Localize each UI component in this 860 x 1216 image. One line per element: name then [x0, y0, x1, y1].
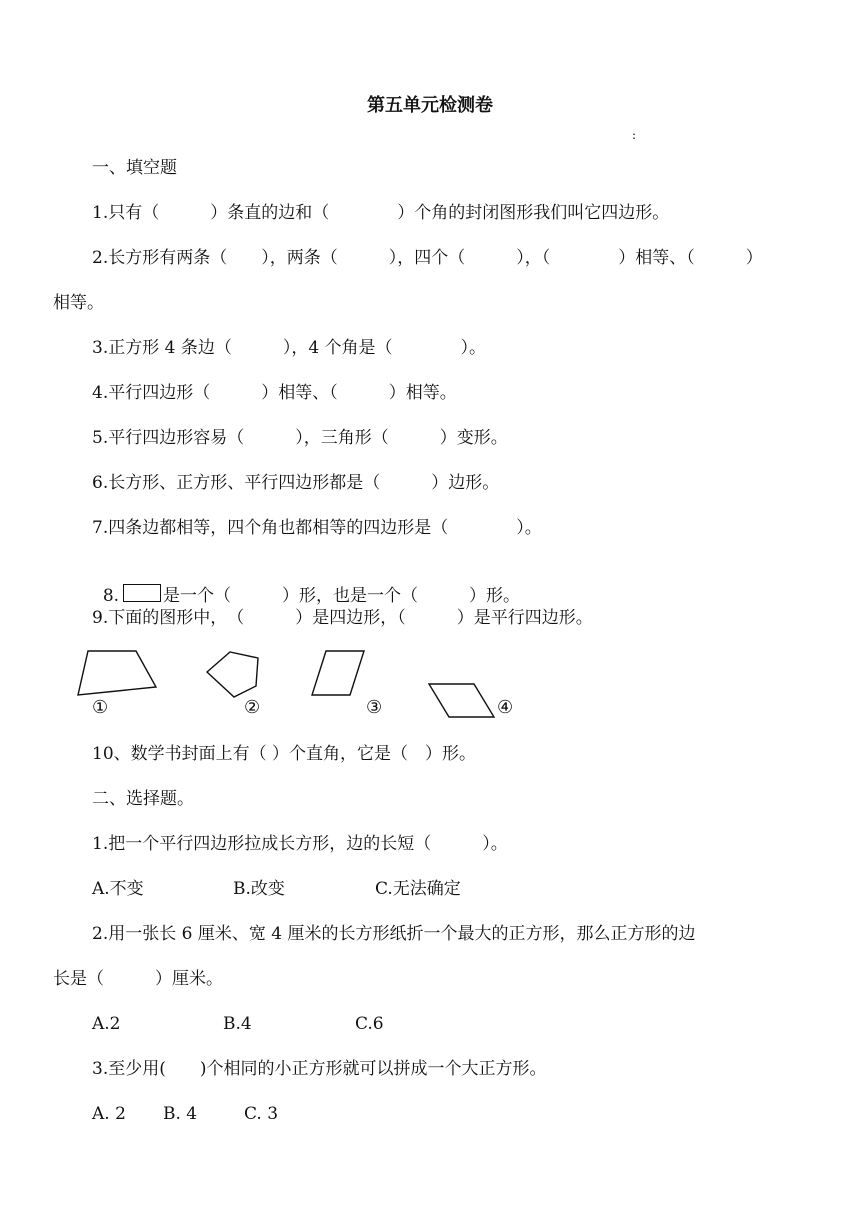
shape-4-parallelogram: [429, 684, 494, 717]
rectangle-figure: [123, 584, 161, 602]
choice-3-option-b: B. 4: [163, 1104, 198, 1124]
page-title: 第五单元检测卷: [367, 95, 493, 116]
shape-2-pentagon: [207, 652, 258, 697]
choice-1-option-a: A.不变: [92, 879, 144, 899]
shape-label-2: ②: [244, 697, 261, 718]
section2-heading: 二、选择题。: [92, 789, 194, 809]
choice-3-option-c: C. 3: [244, 1104, 279, 1124]
choice-3-option-a: A. 2: [92, 1104, 126, 1124]
fill-question-8: [92, 562, 520, 607]
fill-question-3: 3.正方形 4 条边（ ），4 个角是（ ）。: [92, 338, 487, 358]
choice-question-2: 2.用一张长 6 厘米、宽 4 厘米的长方形纸折一个最大的正方形，那么正方形的边: [92, 924, 696, 944]
choice-2-option-b: B.4: [223, 1014, 252, 1034]
fill-question-8-number: 8.: [102, 586, 120, 606]
fill-question-9: 9.下面的图形中， （ ）是四边形，（ ）是平行四边形。: [92, 608, 593, 628]
fill-question-7: 7.四条边都相等，四个角也都相等的四边形是（ ）。: [92, 518, 542, 538]
shapes-figure: [70, 645, 510, 725]
fill-question-4: 4.平行四边形（ ）相等、（ ）相等。: [92, 383, 457, 403]
fill-question-1: 1.只有（ ）条直的边和（ ）个角的封闭图形我们叫它四边形。: [92, 203, 670, 223]
choice-2-option-a: A.2: [92, 1014, 121, 1034]
choice-question-2-cont: 长是（ ）厘米。: [53, 969, 223, 989]
fill-question-5: 5.平行四边形容易（ ），三角形（ ）变形。: [92, 428, 508, 448]
shape-label-4: ④: [497, 697, 514, 718]
choice-question-3: 3.至少用( )个相同的小正方形就可以拼成一个大正方形。: [92, 1059, 547, 1079]
fill-question-2: 2.长方形有两条（ ），两条（ ），四个（ ），（ ）相等、（ ）: [92, 248, 763, 268]
section1-heading: 一、填空题: [92, 158, 177, 178]
fill-question-10: 10、数学书封面上有（ ）个直角，它是（ ）形。: [92, 744, 477, 764]
shape-3-parallelogram: [312, 651, 364, 695]
choice-question-1: 1.把一个平行四边形拉成长方形，边的长短（ ）。: [92, 834, 508, 854]
shape-label-1: ①: [92, 697, 109, 718]
fill-question-6: 6.长方形、正方形、平行四边形都是（ ）边形。: [92, 473, 500, 493]
choice-1-option-b: B.改变: [233, 879, 285, 899]
shape-1-trapezoid: [78, 651, 156, 695]
fill-question-2-cont: 相等。: [53, 293, 104, 313]
choice-1-option-c: C.无法确定: [375, 879, 461, 899]
fill-question-8-text: 是一个（ ）形，也是一个（ ）形。: [163, 586, 521, 606]
choice-2-option-c: C.6: [355, 1014, 384, 1034]
stray-mark: :: [632, 128, 637, 142]
shape-label-3: ③: [366, 697, 383, 718]
